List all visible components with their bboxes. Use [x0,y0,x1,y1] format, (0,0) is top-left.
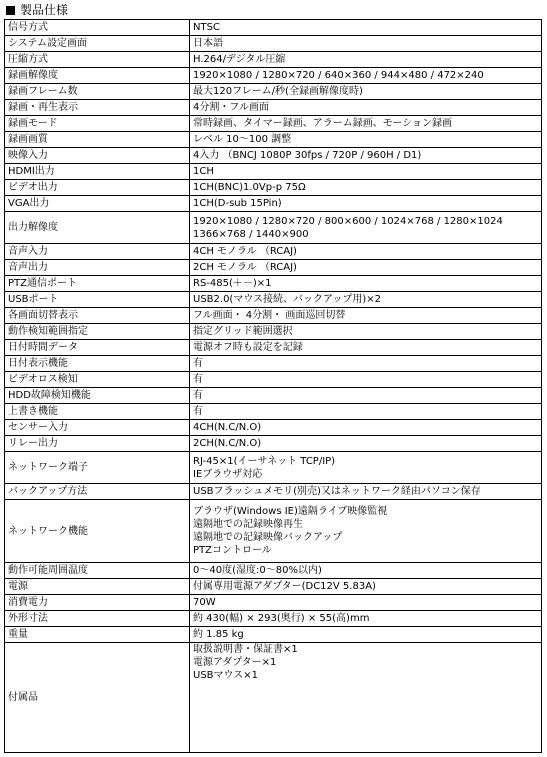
spec-row [5,308,542,324]
spec-value [190,36,542,52]
spec-label: 上書き機能 [5,404,190,420]
spec-value [190,84,542,100]
spec-value [190,372,542,388]
spec-value [190,611,542,627]
spec-value [190,595,542,611]
spec-value [190,452,542,484]
spec-value-line: 最大120フレーム/秒(全録画解像度時) [193,86,363,97]
spec-value [190,356,542,372]
spec-value [190,579,542,595]
spec-label: システム設定画面 [5,36,190,52]
spec-row [5,100,542,116]
spec-label: 圧縮方式 [5,52,190,68]
spec-label: 動作検知範囲指定 [5,324,190,340]
spec-value [190,276,542,292]
spec-label: HDD故障検知機能 [5,388,190,404]
spec-value-line: 1920×1080 / 1280×720 / 640×360 / 944×480 / 472×240 [193,70,484,81]
spec-label: リレー出力 [5,436,190,452]
spec-value [190,340,542,356]
spec-value [190,643,542,753]
spec-label: 外形寸法 [5,611,190,627]
spec-label: 録画解像度 [5,68,190,84]
spec-value-line: 常時録画、タイマー録画、アラーム録画、モーション録画 [193,118,452,129]
spec-row [5,68,542,84]
spec-value-line: RS-485(＋－)×1 [193,278,272,289]
spec-row [5,388,542,404]
spec-label: HDMI出力 [5,164,190,180]
spec-row [5,611,542,627]
spec-row [5,595,542,611]
spec-value-line: NTSC [193,22,220,33]
spec-label: VGA出力 [5,196,190,212]
spec-row [5,164,542,180]
spec-value-line: 日本語 [193,38,223,49]
spec-label: バックアップ方法 [5,484,190,500]
spec-row [5,643,542,753]
spec-row [5,116,542,132]
spec-value-line: 有 [193,358,203,369]
spec-value-line: USBマウス×1 [193,670,258,681]
spec-value-line: 約 1.85 kg [193,629,244,640]
spec-label: 信号方式 [5,20,190,36]
spec-value-line: レベル 10～100 調整 [193,134,292,145]
spec-value-line: 遠隔地での記録映像再生 [193,519,303,530]
spec-value-line: 約 430(幅) × 293(奥行) × 55(高)mm [193,613,370,624]
spec-label: 付属品 [5,643,190,753]
spec-row [5,292,542,308]
spec-value-line: 4CH(N.C/N.O) [193,422,262,433]
spec-label: 動作可能周囲温度 [5,563,190,579]
spec-row [5,324,542,340]
spec-row [5,276,542,292]
spec-value [190,420,542,436]
spec-value-line: RJ-45×1(イーサネット TCP/IP) [193,455,336,467]
spec-row [5,148,542,164]
spec-value [190,132,542,148]
spec-value-line: 取扱説明書・保証書×1 [193,644,298,655]
spec-row [5,563,542,579]
spec-value-line: PTZコントロール [193,545,272,556]
spec-label: ビデオロス検知 [5,372,190,388]
spec-value-line: 1CH [193,166,214,177]
spec-row [5,356,542,372]
spec-label: ネットワーク端子 [5,452,190,484]
spec-row [5,36,542,52]
spec-label: 電源 [5,579,190,595]
spec-value-line: 遠隔地での記録映像バックアップ [193,532,343,543]
spec-label: 録画・再生表示 [5,100,190,116]
spec-value-line: 0～40度(湿度:0～80%以内) [193,565,322,576]
spec-row [5,52,542,68]
spec-row [5,579,542,595]
spec-value-line: 1CH(D-sub 15Pin) [193,198,282,209]
spec-row [5,436,542,452]
spec-row [5,260,542,276]
spec-value-line: 1920×1080 / 1280×720 / 800×600 / 1024×768 / 1280×1024 [193,215,503,227]
spec-row [5,372,542,388]
square-bullet-icon [6,6,15,15]
spec-row [5,420,542,436]
spec-value-line: H.264/デジタル圧縮 [193,54,286,65]
spec-value [190,500,542,563]
spec-value-line: USBフラッシュメモリ(別売)又はネットワーク経由パソコン保存 [193,486,481,497]
spec-row [5,340,542,356]
spec-value [190,68,542,84]
spec-value [190,484,542,500]
spec-value [190,388,542,404]
spec-label: 映像入力 [5,148,190,164]
spec-value [190,116,542,132]
section-heading [6,2,68,18]
spec-label: 録画画質 [5,132,190,148]
spec-value-line: 2CH モノラル （RCAJ) [193,262,297,273]
spec-value [190,20,542,36]
spec-value-line: IEブラウザ対応 [193,468,263,480]
spec-label: PTZ通信ポート [5,276,190,292]
spec-value-line: USB2.0(マウス接続、バックアップ用)×2 [193,294,381,305]
spec-value [190,164,542,180]
spec-value-line: ブラウザ(Windows IE)遠隔ライブ映像監視 [193,506,388,517]
spec-value-line: 有 [193,374,203,385]
spec-label: ネットワーク機能 [5,500,190,563]
spec-label: 音声入力 [5,244,190,260]
spec-label: 各画面切替表示 [5,308,190,324]
spec-value-line: 4分割・フル画面 [193,102,269,113]
spec-value [190,324,542,340]
spec-value [190,180,542,196]
spec-value [190,196,542,212]
spec-value-line: 有 [193,406,203,417]
spec-value-line: 70W [193,597,216,608]
spec-label: 出力解像度 [5,212,190,244]
spec-value-line: 指定グリッド範囲選択 [193,326,293,337]
spec-value-line: 4CH モノラル （RCAJ) [193,246,297,257]
spec-row [5,244,542,260]
spec-table-body [5,20,542,753]
spec-label: センサー入力 [5,420,190,436]
spec-value-line: 1CH(BNC)1.0Vp-p 75Ω [193,182,306,193]
spec-value-line: 付属専用電源アダプター(DC12V 5.83A) [193,581,376,592]
spec-table [4,19,542,753]
spec-value [190,404,542,420]
spec-row [5,180,542,196]
section-title: 製品仕様 [20,3,69,17]
spec-value-line: 有 [193,390,203,401]
spec-row [5,196,542,212]
spec-label: 録画フレーム数 [5,84,190,100]
spec-value-line: フル画面・ 4分割・ 画面巡回切替 [193,310,346,321]
spec-value [190,100,542,116]
spec-value-line: 4入力 （BNCJ 1080P 30fps / 720P / 960H / D1) [193,150,422,161]
spec-value [190,308,542,324]
spec-value-line: 電源オフ時も設定を記録 [193,342,303,353]
spec-row [5,212,542,244]
spec-row [5,132,542,148]
spec-value [190,148,542,164]
spec-row [5,627,542,643]
spec-row [5,20,542,36]
spec-label: 録画モード [5,116,190,132]
spec-label: 日付時間データ [5,340,190,356]
spec-row [5,452,542,484]
spec-value [190,292,542,308]
spec-value-line: 電源アダプター×1 [193,657,277,668]
spec-label: USBポート [5,292,190,308]
spec-row [5,84,542,100]
spec-label: 音声出力 [5,260,190,276]
spec-value [190,52,542,68]
spec-value [190,212,542,244]
spec-row [5,484,542,500]
spec-label: ビデオ出力 [5,180,190,196]
spec-value-line: 1366×768 / 1440×900 [193,228,309,240]
spec-value [190,260,542,276]
spec-label: 日付表示機能 [5,356,190,372]
spec-value [190,563,542,579]
spec-value-line: 2CH(N.C/N.O) [193,438,262,449]
spec-value [190,436,542,452]
spec-value [190,244,542,260]
spec-label: 重量 [5,627,190,643]
spec-row [5,500,542,563]
spec-label: 消費電力 [5,595,190,611]
spec-value [190,627,542,643]
spec-row [5,404,542,420]
